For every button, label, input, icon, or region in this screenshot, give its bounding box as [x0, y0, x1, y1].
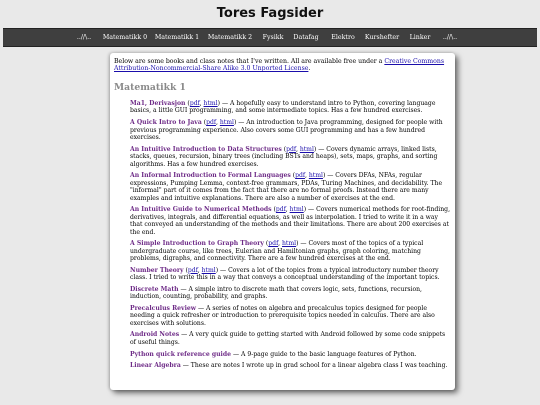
book-title-link[interactable]: An Intuitive Introduction to Data Structures: [130, 145, 282, 153]
book-title-link[interactable]: Android Notes: [130, 331, 180, 339]
content-card: [110, 53, 455, 390]
nav-item-matematikk-2[interactable]: Matematikk 2: [207, 34, 253, 41]
license-link[interactable]: Creative Commons Attribution-Noncommercial-Share Alike 3.0 Unported License: [114, 58, 445, 73]
book-title-link[interactable]: Number Theory: [130, 266, 184, 274]
book-description: — Covers dynamic arrays, linked lists, stacks, queues, recursion, binary trees (including BSTs and heaps), sets, maps, graphs, and sorting algorithms. Has a few hundred exercises.: [130, 145, 438, 168]
nav-item-linker[interactable]: Linker: [409, 34, 431, 41]
book-description: — An introduction to Java programming, designed for people with previous programming experience. Also covers some GUI programming and has a few hundred exercises.: [130, 119, 443, 141]
list-item: [130, 362, 450, 369]
book-description: — Covers most of the topics of a typical undergraduate course, like trees, Eulerian and Hamiltonian graphs, graph coloring, matching problems, digraphs, and connectivity. There are a few hundred exercises at the end.: [130, 240, 424, 263]
list-item: A Simple Introduction to Graph Theory (pdf, html) — Covers most of the topics of a typical undergraduate course, like trees, Eulerian and Hamiltonian graphs, graph coloring, matching problems, digraphs, and connectivity. There are a few hundred exercises at the end.: [130, 240, 424, 263]
html-link[interactable]: html: [299, 145, 314, 153]
pdf-link[interactable]: pdf: [268, 240, 279, 248]
book-description: — A 9-page guide to the basic language features of Python.: [231, 350, 417, 358]
book-description: — A series of notes on algebra and precalculus topics designed for people needing a quick refresher or introduction to prerequisite topics needed in calculus. There are also exercises with solutions.: [130, 304, 435, 327]
intro-text-end: .: [308, 65, 311, 73]
pdf-link[interactable]: pdf: [189, 100, 200, 107]
html-link[interactable]: html: [289, 206, 304, 214]
list-item: [130, 286, 450, 301]
pdf-link[interactable]: pdf: [206, 119, 216, 127]
book-title-link[interactable]: A Simple Introduction to Graph Theory: [130, 240, 264, 248]
book-list: [130, 100, 450, 374]
book-title-link[interactable]: Precalculus Review: [130, 304, 197, 312]
list-item: [130, 351, 450, 358]
book-description: — A simple intro to discrete math that covers logic, sets, functions, recursion, induction, counting, probability, and graphs.: [130, 285, 422, 301]
list-item: An Intuitive Guide to Numerical Methods (pdf, html) — Covers numerical methods for root-finding, derivatives, integrals, and differential equations, as well as interpolation. I tried to write it in a way that conveyed an understanding of the methods and their limitations. There are about 200 exercises at the end.: [130, 206, 451, 236]
pdf-link[interactable]: pdf: [295, 172, 305, 180]
book-title-link[interactable]: Linear Algebra: [130, 362, 181, 370]
html-link[interactable]: html: [282, 240, 297, 248]
nav-item-kurshefter[interactable]: Kurshefter: [364, 34, 400, 41]
html-link[interactable]: html: [201, 266, 216, 274]
html-link[interactable]: html: [203, 100, 218, 107]
list-item: An Informal Introduction to Formal Languages (pdf, html) — Covers DFAs, NFAs, regular expressions, Pumping Lemma, context-free grammars, PDAs, Turing Machines, and decidability. The "informal" part of it comes from the fact that there are no formal proofs. Instead there are many examples and intuitive explanations. There are also a number of exercises at the end.: [130, 172, 443, 202]
nav-item-home-right[interactable]: ..//\..: [442, 34, 458, 41]
book-description: — Covers a lot of the topics from a typical introductory number theory class. I tried to write this in a way that conveys a conceptual understanding of the important topics.: [130, 266, 440, 282]
top-navigation-bar: [3, 28, 537, 47]
list-item: A Quick Intro to Java (pdf, html) — An introduction to Java programming, designed for people with previous programming experience. Also covers some GUI programming and has a few hundred exercises.: [130, 119, 443, 141]
book-title-link[interactable]: Ma1, Derivasjon: [130, 100, 186, 107]
list-item: Ma1, Derivasjon (pdf, html) — A hopefully easy to understand intro to Python, covering language basics, a little GUI programming, and some intermediate topics. Has a few hundred exercises.: [130, 100, 436, 115]
nav-item-fysikk[interactable]: Fysikk: [262, 34, 284, 41]
book-description: — A very quick guide to getting started with Android followed by some code snippets of useful things.: [130, 331, 446, 346]
intro-paragraph: [114, 58, 448, 73]
book-description: — These are notes I wrote up in grad school for a linear algebra class I was teaching.: [180, 362, 448, 370]
html-link[interactable]: html: [219, 119, 234, 127]
nav-item-matematikk-1[interactable]: Matematikk 1: [154, 34, 200, 41]
nav-item-home-left[interactable]: ..//\..: [76, 34, 92, 41]
book-title-link[interactable]: An Intuitive Guide to Numerical Methods: [130, 206, 272, 214]
list-item: [130, 305, 450, 327]
list-item: [130, 331, 450, 346]
pdf-link[interactable]: pdf: [286, 145, 296, 153]
list-item: An Intuitive Introduction to Data Structures (pdf, html) — Covers dynamic arrays, linked lists, stacks, queues, recursion, binary trees (including BSTs and heaps), sets, maps, graphs, and sorting algorithms. Has a few hundred exercises.: [130, 145, 438, 168]
nav-item-datafag[interactable]: Datafag: [293, 34, 319, 41]
intro-text: Below are some books and class notes that I've written. All are available free under a: [114, 58, 385, 65]
book-description: — A hopefully easy to understand intro to Python, covering language basics, a little GUI programming, and some intermediate topics. Has a few hundred exercises.: [130, 100, 436, 115]
book-title-link[interactable]: A Quick Intro to Java: [130, 119, 202, 127]
book-description: — Covers DFAs, NFAs, regular expressions, Pumping Lemma, context-free grammars, PDAs, Turing Machines, and decidability. The "informal" part of it comes from the fact that there are no formal proofs. Instead there are many examples and intuitive explanations. There are also a number of exercises at the end.: [130, 172, 443, 202]
book-title-link[interactable]: An Informal Introduction to Formal Languages: [130, 172, 291, 180]
html-link[interactable]: html: [308, 172, 323, 180]
pdf-link[interactable]: pdf: [187, 266, 198, 274]
nav-item-elektro[interactable]: Elektro: [331, 34, 355, 41]
book-title-link[interactable]: Python quick reference guide: [130, 350, 232, 358]
book-title-link[interactable]: Discrete Math: [130, 285, 179, 293]
book-description: — Covers numerical methods for root-finding, derivatives, integrals, and differential equations, as well as interpolation. I tried to write it in a way that conveyed an understanding of the methods and their limitations. There are about 200 exercises at the end.: [130, 206, 451, 236]
list-item: Number Theory (pdf, html) — Covers a lot of the topics from a typical introductory number theory class. I tried to write this in a way that conveys a conceptual understanding of the important topics.: [130, 266, 440, 282]
site-title: Tores Fagsider: [216, 6, 324, 21]
nav-item-matematikk-0[interactable]: Matematikk 0: [102, 34, 148, 41]
section-heading: Matematikk 1: [114, 82, 186, 93]
pdf-link[interactable]: pdf: [275, 206, 286, 214]
